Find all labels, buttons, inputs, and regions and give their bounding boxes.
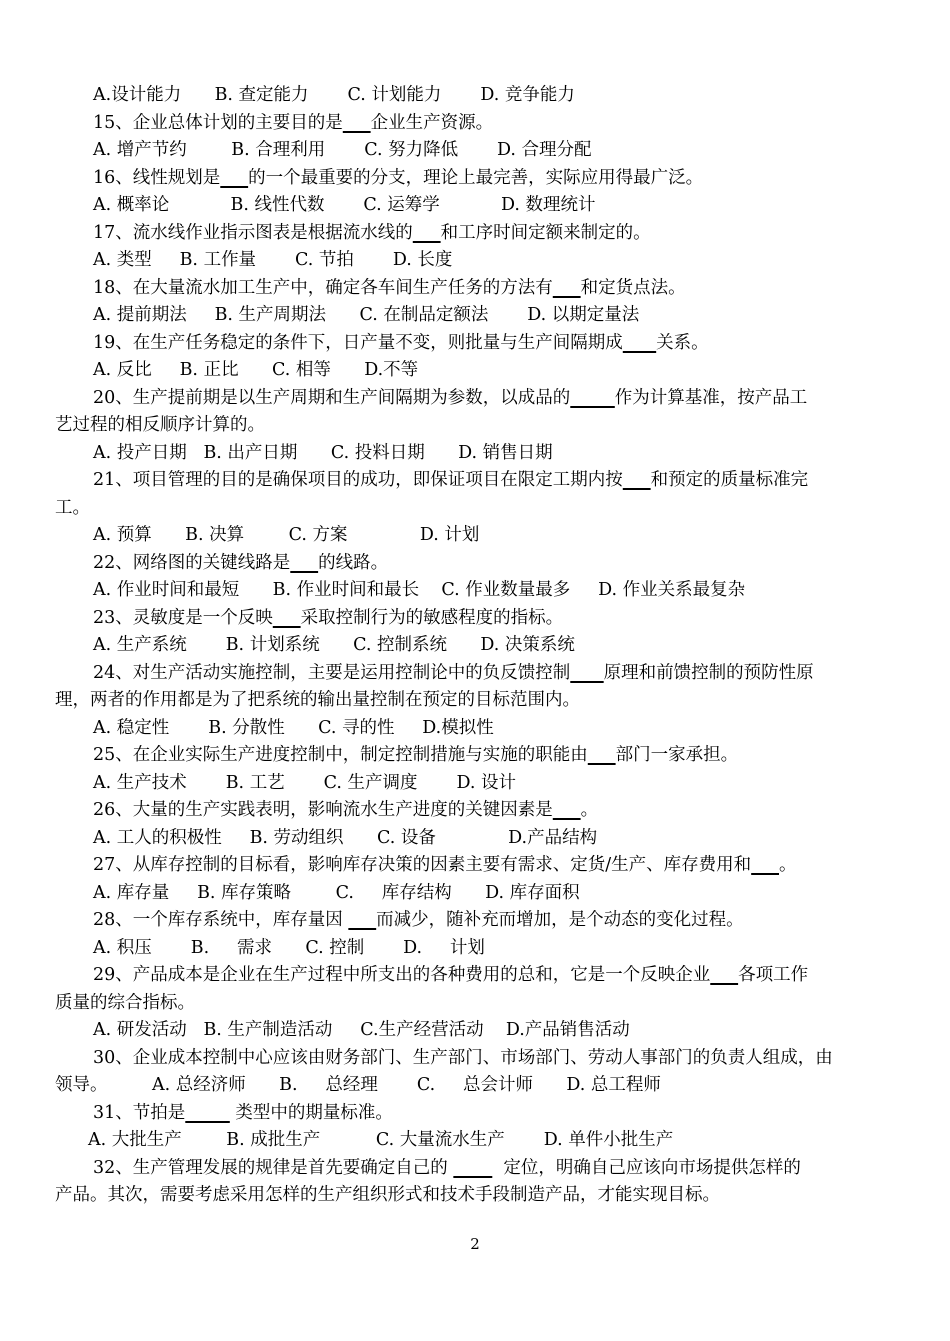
text-segment: A. 生产技术 B. 工艺 C. 生产调度 D. 设计 (93, 772, 516, 793)
text-segment: A. 稳定性 B. 分散性 C. 寻的性 D.模拟性 (93, 717, 494, 738)
text-line (0, 1129, 950, 1151)
answer-blank (343, 113, 371, 133)
answer-blank (710, 965, 738, 985)
page-number: 2 (470, 1235, 480, 1253)
text-line (0, 992, 950, 1014)
text-line (0, 304, 950, 326)
text-line (0, 662, 950, 684)
text-segment: 26、大量的生产实践表明，影响流水生产进度的关键因素是 (93, 800, 553, 820)
text-segment: 质量的综合指标。 (55, 992, 195, 1013)
text-segment: 24、对生产活动实施控制，主要是运用控制论中的负反馈控制 (93, 662, 571, 683)
text-segment: 原理和前馈控制的预防性原 (603, 662, 814, 683)
text-line (0, 167, 950, 189)
text-segment: A. 提前期法 B. 生产周期法 C. 在制品定额法 D. 以期定量法 (93, 305, 640, 325)
text-segment: 27、从库存控制的目标看，影响库存决策的因素主要有需求、定货/生产、库存费用和 (93, 855, 752, 875)
text-line (0, 387, 950, 409)
text-segment: 企业生产资源。 (370, 112, 494, 133)
answer-blank (570, 663, 603, 683)
text-segment: 的一个最重要的分支，理论上最完善，实际应用得最广泛。 (248, 167, 704, 188)
text-segment: A. 积压 B. 需求 C. 控制 D. 计划 (93, 937, 485, 958)
text-segment: 。 (580, 800, 599, 820)
text-segment: 25、在企业实际生产进度控制中，制定控制措施与实施的职能由 (93, 745, 588, 765)
text-segment: 。 (779, 855, 797, 875)
text-segment: 29、产品成本是企业在生产过程中所支出的各种费用的总和，它是一个反映企业 (93, 965, 711, 985)
text-line (0, 937, 950, 959)
answer-blank (588, 745, 616, 765)
text-segment: A. 增产节约 B. 合理利用 C. 努力降低 D. 合理分配 (93, 140, 592, 160)
text-segment: 和工序时间定额来制定的。 (440, 222, 651, 243)
answer-blank (623, 470, 651, 490)
text-line (0, 1102, 950, 1124)
text-segment: 30、企业成本控制中心应该由财务部门、生产部门、市场部门、劳动人事部门的负责人组成，由 (93, 1047, 833, 1068)
text-line (0, 689, 950, 711)
text-segment: 32、生产管理发展的规律是首先要确定自己的 (93, 1157, 454, 1178)
text-segment: 定位，明确自己应该向市场提供怎样的 (492, 1157, 801, 1178)
text-segment: 艺过程的相反顺序计算的。 (55, 415, 265, 435)
text-segment: 的线路。 (318, 552, 389, 573)
answer-blank (553, 800, 581, 820)
text-line (0, 469, 950, 491)
text-segment: 各项工作 (738, 965, 809, 985)
text-segment: A. 类型 B. 工作量 C. 节拍 D. 长度 (93, 250, 453, 270)
answer-blank (453, 1158, 492, 1178)
text-segment: 28、一个库存系统中，库存量因 (93, 910, 349, 930)
answer-blank (553, 278, 581, 298)
text-line (0, 799, 950, 821)
answer-blank (413, 223, 441, 243)
text-segment: 而减少，随补充而增加，是个动态的变化过程。 (376, 910, 744, 930)
text-line (0, 1184, 950, 1206)
text-line (0, 442, 950, 464)
text-line (0, 964, 950, 986)
text-segment: A. 反比 B. 正比 C. 相等 D.不等 (93, 360, 419, 380)
text-segment: 22、网络图的关键线路是 (93, 552, 291, 573)
text-line (0, 277, 950, 299)
answer-blank (623, 333, 656, 353)
text-line (0, 607, 950, 629)
text-segment: 和定货点法。 (580, 277, 686, 298)
text-segment: 15、企业总体计划的主要目的是 (93, 112, 343, 133)
text-line (0, 1019, 950, 1041)
text-segment: A. 预算 B. 决算 C. 方案 D. 计划 (93, 525, 480, 545)
answer-blank (273, 608, 301, 628)
text-line (0, 359, 950, 381)
text-segment: A. 工人的积极性 B. 劳动组织 C. 设备 D.产品结构 (93, 827, 598, 848)
text-segment: A.设计能力 B. 查定能力 C. 计划能力 D. 竞争能力 (93, 85, 575, 105)
text-segment: 19、在生产任务稳定的条件下，日产量不变，则批量与生产间隔期成 (93, 332, 623, 353)
answer-blank (348, 910, 376, 930)
text-line (0, 222, 950, 244)
text-segment: 31、节拍是 (93, 1102, 186, 1123)
text-segment: 理，两者的作用都是为了把系统的输出量控制在预定的目标范围内。 (55, 690, 580, 710)
text-line (0, 882, 950, 904)
text-segment: 和预定的质量标准完 (650, 470, 809, 490)
answer-blank (570, 388, 615, 408)
text-line (0, 579, 950, 601)
text-segment: 类型中的期量标准。 (229, 1102, 393, 1123)
text-line (0, 332, 950, 354)
text-segment: A. 概率论 B. 线性代数 C. 运筹学 D. 数理统计 (93, 195, 596, 215)
text-segment: 采取控制行为的敏感程度的指标。 (300, 607, 564, 628)
text-segment: 17、流水线作业指示图表是根据流水线的 (93, 222, 413, 243)
text-line (0, 84, 950, 106)
text-line (0, 524, 950, 546)
text-line (0, 1047, 950, 1069)
text-segment: 18、在大量流水加工生产中，确定各车间生产任务的方法有 (93, 277, 553, 298)
text-segment: 23、灵敏度是一个反映 (93, 607, 273, 628)
text-segment: A. 大批生产 B. 成批生产 C. 大量流水生产 D. 单件小批生产 (88, 1130, 674, 1150)
answer-blank (751, 855, 779, 875)
text-line (0, 827, 950, 849)
text-segment: A. 作业时间和最短 B. 作业时间和最长 C. 作业数量最多 D. 作业关系最复杂 (93, 580, 746, 600)
text-line (0, 497, 950, 519)
text-line (0, 744, 950, 766)
text-line (0, 194, 950, 216)
text-line (0, 909, 950, 931)
text-segment: A. 生产系统 B. 计划系统 C. 控制系统 D. 决策系统 (93, 635, 575, 655)
text-segment: 领导。 A. 总经济师 B. 总经理 C. 总会计师 D. 总工程师 (55, 1075, 661, 1095)
text-line (0, 414, 950, 436)
text-segment: 20、生产提前期是以生产周期和生产间隔期为参数，以成品的 (93, 387, 571, 408)
text-segment: 作为计算基准，按产品工 (614, 387, 808, 408)
text-line (0, 1074, 950, 1096)
text-line (0, 112, 950, 134)
text-segment: 21、项目管理的目的是确保项目的成功，即保证项目在限定工期内按 (93, 470, 623, 490)
text-segment: 工。 (55, 497, 90, 518)
text-line (0, 1157, 950, 1179)
text-line (0, 552, 950, 574)
text-segment: 关系。 (656, 332, 709, 353)
text-segment: 产品。其次，需要考虑采用怎样的生产组织形式和技术手段制造产品，才能实现目标。 (55, 1185, 720, 1205)
text-line (0, 634, 950, 656)
text-line (0, 772, 950, 794)
text-segment: A. 研发活动 B. 生产制造活动 C.生产经营活动 D.产品销售活动 (93, 1020, 630, 1040)
text-segment: 16、线性规划是 (93, 167, 221, 188)
answer-blank (290, 553, 318, 573)
text-line (0, 854, 950, 876)
answer-blank (185, 1103, 230, 1123)
text-line (0, 139, 950, 161)
text-segment: 部门一家承担。 (615, 745, 739, 765)
text-line (0, 249, 950, 271)
text-segment: A. 投产日期 B. 出产日期 C. 投料日期 D. 销售日期 (93, 442, 553, 463)
text-line (0, 717, 950, 739)
text-segment: A. 库存量 B. 库存策略 C. 库存结构 D. 库存面积 (93, 882, 580, 903)
answer-blank (220, 168, 248, 188)
